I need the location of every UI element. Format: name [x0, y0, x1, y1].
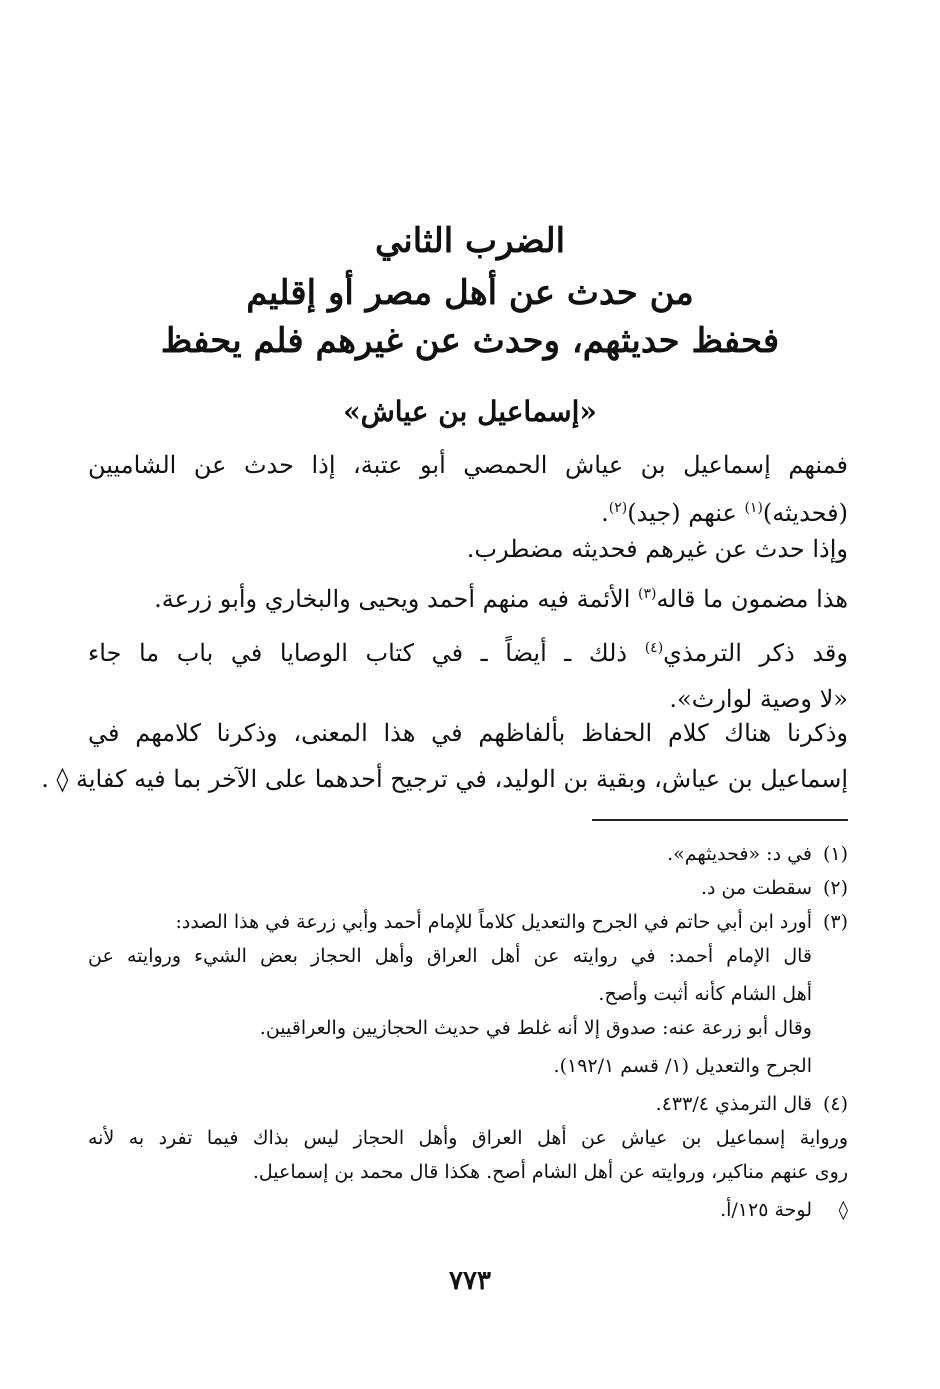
footnote-text: قال الترمذي ٤٣٣/٤. — [655, 1093, 812, 1115]
folio-marker: ◊ — [838, 1199, 848, 1221]
footnote-3-line-2: قال الإمام أحمد: في روايته عن أهل العراق وأهل الحجاز بعض الشيء وروايته عن — [88, 945, 813, 967]
body-text: هذا مضمون ما قاله — [656, 585, 848, 613]
body-line-5 — [88, 640, 848, 666]
body-text: عنهم (جيد) — [627, 499, 745, 527]
body-text: ذلك ـ أيضاً ـ في كتاب الوصايا في باب ما جاء — [88, 639, 645, 667]
footnote-separator — [592, 819, 848, 821]
footnote-text: سقطت من د. — [701, 877, 812, 899]
body-text: الأئمة فيه منهم أحمد ويحيى والبخاري وأبو زرعة. — [154, 585, 639, 613]
footnote-number: (٣) — [822, 911, 848, 933]
footnote-text: لوحة ١٢٥/أ. — [720, 1199, 812, 1221]
body-line-3: وإذا حدث عن غيرهم فحديثه مضطرب. — [466, 535, 848, 563]
footnote-ref-4: (٤) — [644, 640, 664, 656]
footnote-number: (٢) — [822, 877, 848, 899]
footnote-folio — [88, 1200, 848, 1221]
footnote-1 — [88, 844, 848, 865]
footnote-3-line-4: وقال أبو زرعة عنه: صدوق إلا أنه غلط في حديث الحجازيين والعراقيين. — [259, 1017, 812, 1039]
footnote-3-line-3: أهل الشام كأنه أثبت وأصح. — [598, 983, 812, 1005]
body-text: (فحديثه) — [762, 499, 848, 527]
section-heading: «إسماعيل بن عياش» — [343, 395, 597, 428]
footnote-4-line-2: ورواية إسماعيل بن عياش عن أهل العراق وأهل الحجاز ليس بذاك فيما تفرد به لأنه — [88, 1127, 848, 1149]
footnote-3-line-5: الجرح والتعديل (١/ قسم ١٩٢/١). — [553, 1055, 812, 1077]
footnote-ref-3: (٣) — [638, 586, 657, 602]
chapter-title-line-1: الضرب الثاني — [374, 221, 566, 261]
chapter-title-line-2: من حدث عن أهل مصر أو إقليم — [246, 273, 694, 313]
page-number: ٧٧٣ — [449, 1266, 491, 1296]
footnote-2 — [88, 878, 848, 899]
body-line-2 — [88, 500, 848, 526]
footnote-text: أورد ابن أبي حاتم في الجرح والتعديل كلاماً للإمام أحمد وأبي زرعة في هذا الصدد: — [175, 911, 812, 933]
body-line-1: فمنهم إسماعيل بن عياش الحمصي أبو عتبة، إذا حدث عن الشاميين — [88, 451, 848, 479]
chapter-title-line-3: فحفظ حديثهم، وحدث عن غيرهم فلم يحفظ — [160, 321, 780, 361]
footnote-3 — [88, 912, 848, 933]
body-line-8: إسماعيل بن عياش، وبقية بن الوليد، في ترجيح أحدهما على الآخر بما فيه كفاية ◊ . — [41, 765, 848, 793]
body-line-6: «لا وصية لوارث». — [669, 685, 848, 713]
footnote-4 — [88, 1094, 848, 1115]
body-text: وقد ذكر الترمذي — [663, 639, 848, 667]
footnote-ref-1: (١) — [744, 500, 763, 516]
footnote-number: (١) — [822, 843, 848, 865]
footnote-4-line-3: روى عنهم مناكير، وروايته عن أهل الشام أصح. هكذا قال محمد بن إسماعيل. — [252, 1161, 848, 1183]
footnote-text: في د: «فحديثهم». — [667, 843, 812, 865]
body-line-7: وذكرنا هناك كلام الحفاظ بألفاظهم في هذا المعنى، وذكرنا كلامهم في — [88, 719, 848, 747]
footnote-ref-2: (٢) — [608, 500, 628, 516]
footnote-number: (٤) — [822, 1093, 848, 1115]
body-text: . — [601, 499, 609, 527]
body-line-4 — [88, 586, 848, 612]
